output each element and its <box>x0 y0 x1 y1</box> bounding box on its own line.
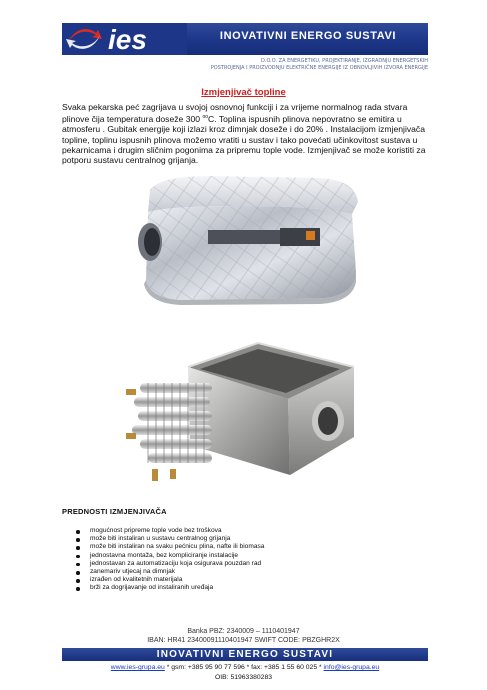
email-link[interactable]: info@ies-grupa.eu <box>323 664 380 671</box>
list-item: mogućnost pripreme tople vode bez troškova <box>76 527 264 535</box>
intro-paragraph: Svaka pekarska peć zagrijava u svojoj osnovnoj funkciji i za vrijeme normalnog rada stvara plinove čija temperatura doseže 300 $^{oo}$C. Toplina ispusnih plinova nepovratno se emitira u atmosferu . Gubitak energije koji izlazi kroz dimnjak doseže i do 20% . Instalacijom izmjenjivača topline, toplinu ispusnih plinova možemo vratiti u sustav i tako povećati učinkovitost sustava u pekarnicama i drugim sličnim pogonima za pripremu tople vode. Izmjenjivač se može koristiti za potporu sustavu centralnog grijanja. <box>62 102 426 166</box>
bank-line: Banka PBZ: 2340009 – 1110401947 <box>187 628 300 635</box>
list-item: jednostavna montaža, bez kompliciranje instalacije <box>76 552 264 560</box>
insulated-heat-exchanger-image <box>120 172 370 307</box>
open-heat-exchanger-image <box>118 337 374 489</box>
list-item: brži za dogrijavanje od instaliranih uređaja <box>76 584 264 592</box>
list-item: izrađen od kvalitetnih materijala <box>76 576 264 584</box>
iban-line: IBAN: HR41 2340009111040194​7 SWIFT CODE: PBZGHR2X <box>147 637 340 644</box>
list-item: jednostavan za automatizaciju koja osigurava pouzdan rad <box>76 560 264 568</box>
svg-text:ies: ies <box>108 24 147 55</box>
footer-company-name: INOVATIVNI ENERGO SUSTAVI <box>156 649 334 660</box>
phone-fax-text: * gsm: +385 95 90 77 596 * fax: +385 1 55 60 025 * <box>164 664 324 671</box>
advantages-title: PREDNOSTI IZMJENJIVAČA <box>62 507 167 516</box>
header-subtitle: D.O.O. ZA ENERGETIKU, PROJEKTIRANJE, IZGRADNJU ENERGETSKIH POSTROJENJA I PROIZVODNJU ELEKTRIČNE ENERGIJE IZ OBNOVLJIVIH IZVORA ENERGIJE <box>210 58 428 71</box>
website-link[interactable]: www.ies-grupa.eu <box>110 664 165 671</box>
footer-contact <box>62 664 428 671</box>
page-title: Izmjenjivač topline <box>201 87 286 98</box>
list-item: zanemariv utjecaj na dimnjak <box>76 568 264 576</box>
ies-logo <box>62 21 187 57</box>
list-item: može biti instaliran na svaku pećnicu plina, nafte ili biomasa <box>76 543 264 551</box>
advantages-list <box>76 527 264 593</box>
list-item: može biti instaliran u sustavu centralnog grijanja <box>76 535 264 543</box>
header-company-name: INOVATIVNI ENERGO SUSTAVI <box>219 30 397 42</box>
oib-line: OIB: 51963380283 <box>214 674 273 681</box>
